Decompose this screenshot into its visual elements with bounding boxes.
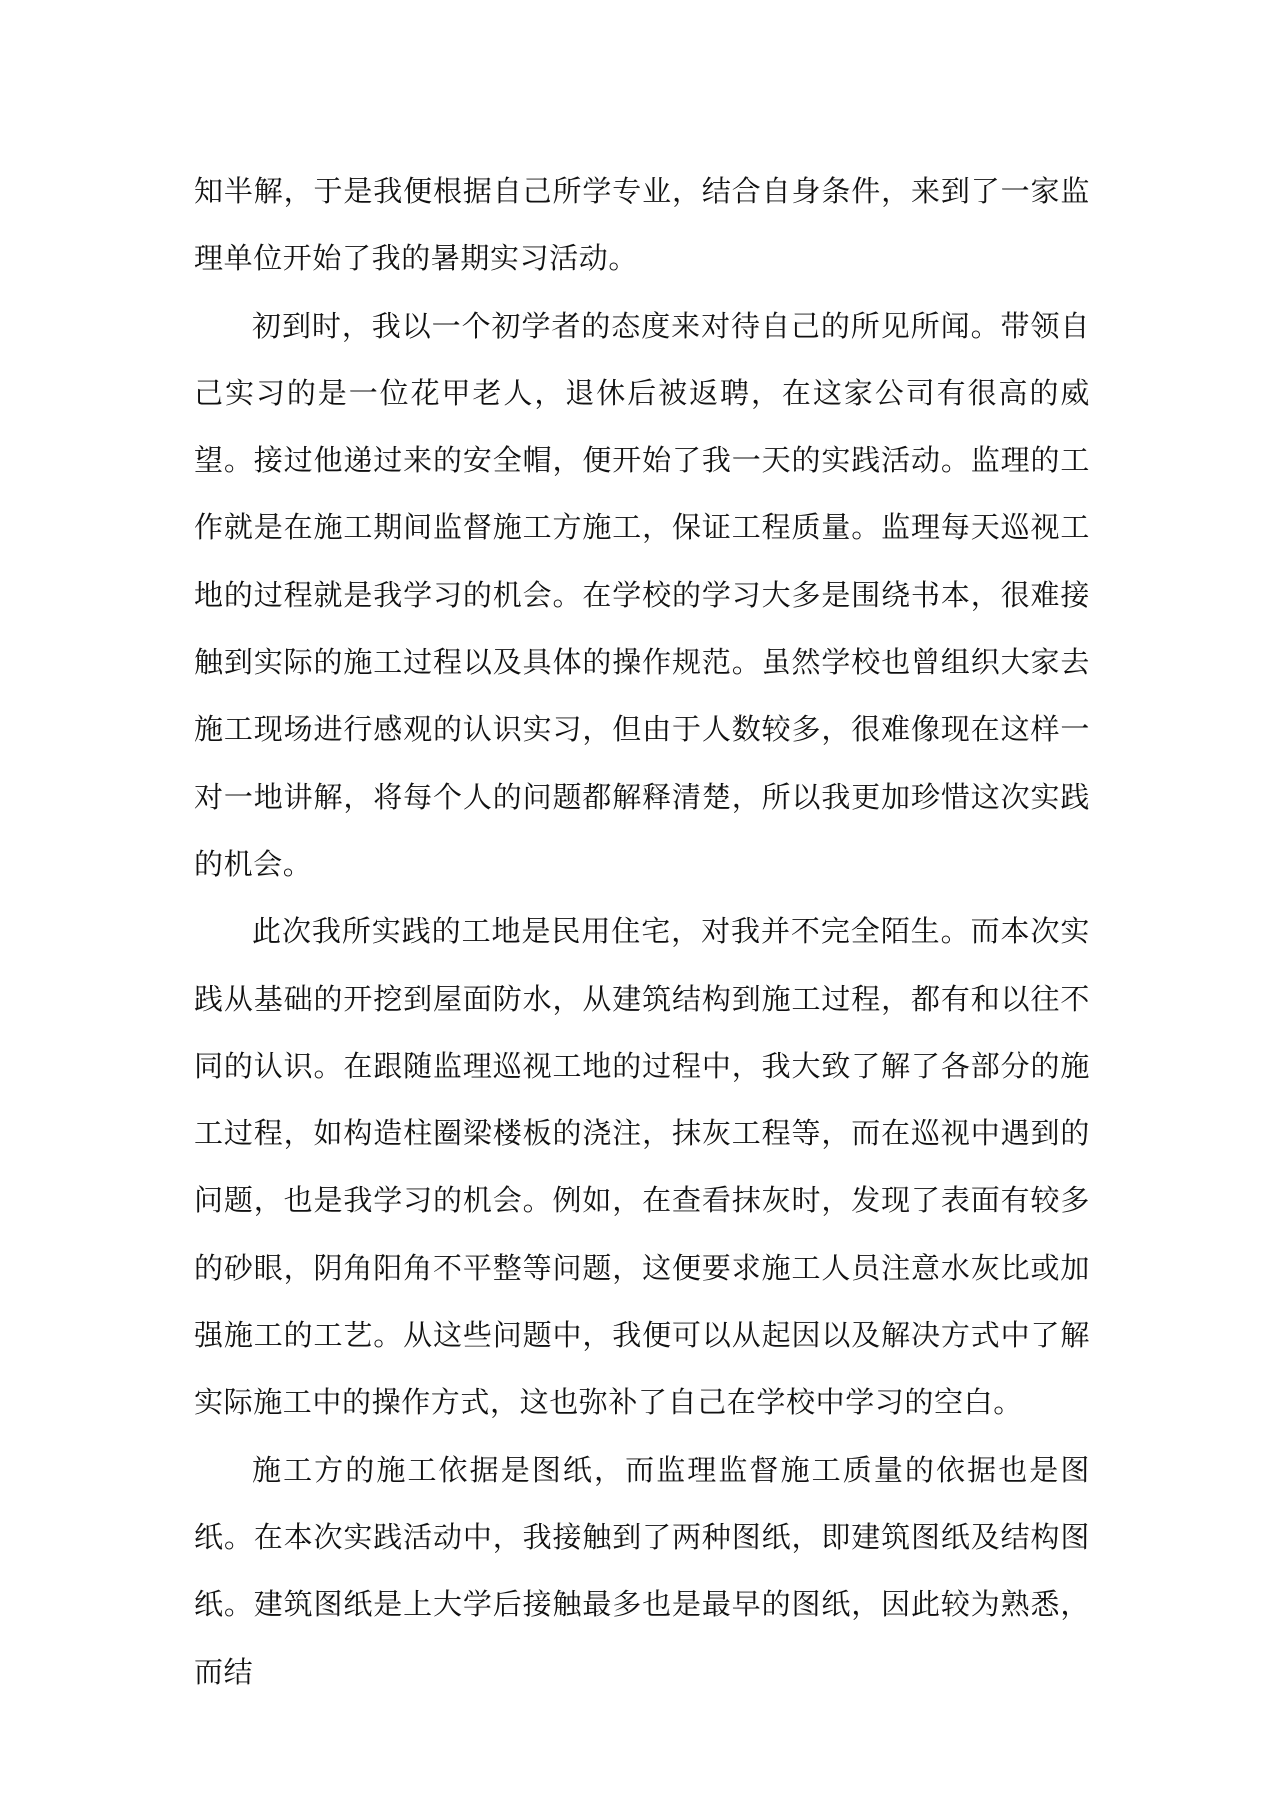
paragraph-continued: 知半解，于是我便根据自己所学专业，结合自身条件，来到了一家监理单位开始了我的暑期实习活动。 <box>194 174 1090 276</box>
paragraph-drawings: 施工方的施工依据是图纸，而监理监督施工质量的依据也是图纸。在本次实践活动中，我接触到了两种图纸，即建筑图纸及结构图纸。建筑图纸是上大学后接触最多也是最早的图纸，因此较为熟悉，而结 <box>194 1452 1090 1689</box>
paragraph-construction-site: 此次我所实践的工地是民用住宅，对我并不完全陌生。而本次实践从基础的开挖到屋面防水，从建筑结构到施工过程，都有和以往不同的认识。在跟随监理巡视工地的过程中，我大致了解了各部分的施工过程，如构造柱圈梁楼板的浇注，抹灰工程等，而在巡视中遇到的问题，也是我学习的机会。例如，在查看抹灰时，发现了表面有较多的砂眼，阴角阳角不平整等问题，这便要求施工人员注意水灰比或加强施工的工艺。从这些问题中，我便可以从起因以及解决方式中了解实际施工中的操作方式，这也弥补了自己在学校中学习的空白。 <box>194 914 1090 1420</box>
paragraph-first-arrival: 初到时，我以一个初学者的态度来对待自己的所见所闻。带领自己实习的是一位花甲老人，退休后被返聘，在这家公司有很高的威望。接过他递过来的安全帽，便开始了我一天的实践活动。监理的工作就是在施工期间监督施工方施工，保证工程质量。监理每天巡视工地的过程就是我学习的机会。在学校的学习大多是围绕书本，很难接触到实际的施工过程以及具体的操作规范。虽然学校也曾组织大家去施工现场进行感观的认识实习，但由于人数较多，很难像现在这样一对一地讲解，将每个人的问题都解释清楚，所以我更加珍惜这次实践的机会。 <box>194 308 1090 881</box>
body-text <box>194 158 1090 1706</box>
